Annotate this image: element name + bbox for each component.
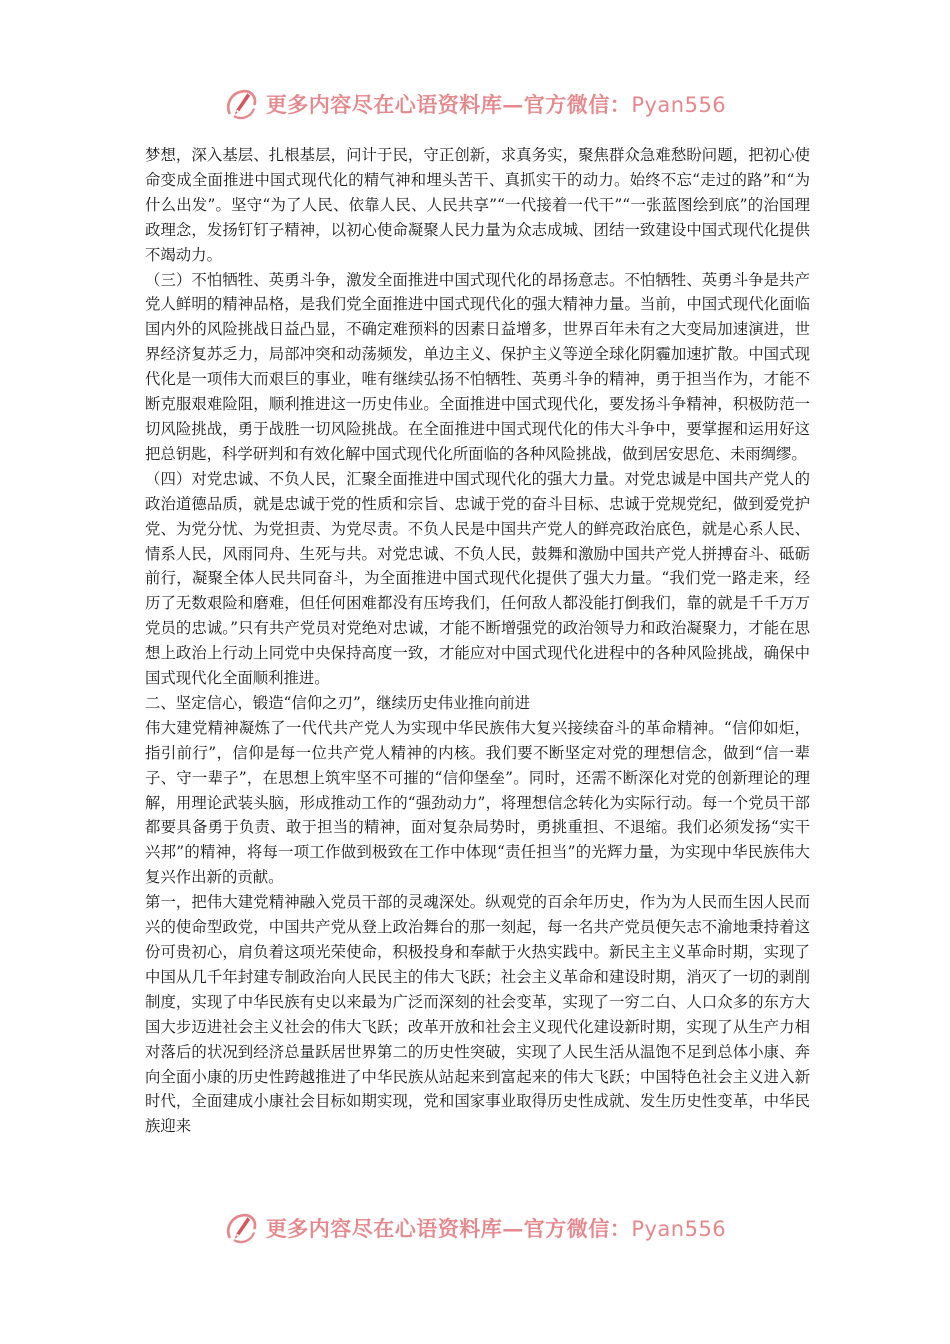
paragraph: 伟大建党精神凝炼了一代代共产党人为实现中华民族伟大复兴接续奋斗的革命精神。“信仰如炬，指引前行”，信仰是每一位共产党人精神的内核。我们要不断坚定对党的理想信念，做到“信一辈子、守一辈子”，在思想上筑牢坚不可摧的“信仰堡垒”。同时，还需不断深化对党的创新理论的理解，用理论武装头脑，形成推动工作的“强劲动力”，将理想信念转化为实际行动。每一个党员干部都要具备勇于负责、敢于担当的精神，面对复杂局势时，勇挑重担、不退缩。我们必须发扬“实干兴邦”的精神，将每一项工作做到极致在工作中体现“责任担当”的光辉力量，为实现中华民族伟大复兴作出新的贡献。 [145, 718, 810, 887]
paragraph: 梦想，深入基层、扎根基层，问计于民，守正创新，求真务实，聚焦群众急难愁盼问题，把初心使命变成全面推进中国式现代化的精气神和埋头苦干、真抓实干的动力。始终不忘“走过的路”和“为什么出发”。坚守“为了人民、依靠人民、人民共享”“一代接着一代干”“一张蓝图绘到底”的治国理政理念，发扬钉钉子精神，以初心使命凝聚人民力量为众志成城、团结一致建设中国式现代化提供不竭动力。 [145, 146, 810, 264]
section-heading: 二、坚定信心，锻造“信仰之刃”，继续历史伟业推向前进 [145, 693, 531, 712]
paragraph: （四）对党忠诚、不负人民，汇聚全面推进中国式现代化的强大力量。对党忠诚是中国共产党人的政治道德品质，就是忠诚于党的性质和宗旨、忠诚于党的奋斗目标、忠诚于党规党纪，做到爱党护党、为党分忧、为党担责、为党尽责。不负人民是中国共产党人的鲜亮政治底色，就是心系人民、情系人民，风雨同舟、生死与共。对党忠诚、不负人民，鼓舞和激励中国共产党人拼搏奋斗、砥砺前行，凝聚全体人民共同奋斗，为全面推进中国式现代化提供了强大力量。“我们党一路走来，经历了无数艰险和磨难，但任何困难都没有压垮我们，任何敌人都没能打倒我们，靠的就是千千万万党员的忠诚。”只有共产党员对党绝对忠诚，才能不断增强党的政治领导力和政治凝聚力，才能在思想上政治上行动上同党中央保持高度一致，才能应对中国式现代化进程中的各种风险挑战，确保中国式现代化全面顺利推进。 [145, 469, 810, 688]
wechat-handle: Pyan556 [631, 1217, 727, 1241]
banner-text [266, 1213, 726, 1243]
pen-nib-swirl-logo-icon [224, 86, 260, 122]
document-body [145, 143, 810, 1139]
banner-text [266, 89, 726, 119]
wechat-handle: Pyan556 [631, 93, 727, 117]
brand-text: 更多内容尽在心语资料库—官方微信： [265, 92, 632, 117]
page-header-banner [0, 82, 950, 126]
page-footer-banner [0, 1206, 950, 1250]
paragraph: （三）不怕牺牲、英勇斗争，激发全面推进中国式现代化的昂扬意志。不怕牺牲、英勇斗争是共产党人鲜明的精神品格，是我们党全面推进中国式现代化的强大精神力量。当前，中国式现代化面临国内外的风险挑战日益凸显，不确定难预料的因素日益增多，世界百年未有之大变局加速演进，世界经济复苏乏力，局部冲突和动荡频发，单边主义、保护主义等逆全球化阴霾加速扩散。中国式现代化是一项伟大而艰巨的事业，唯有继续弘扬不怕牺牲、英勇斗争的精神，勇于担当作为，才能不断克服艰难险阻，顺利推进这一历史伟业。全面推进中国式现代化，要发扬斗争精神，积极防范一切风险挑战，勇于战胜一切风险挑战。在全面推进中国式现代化的伟大斗争中，要掌握和运用好这把总钥匙，科学研判和有效化解中国式现代化所面临的各种风险挑战，做到居安思危、未雨绸缪。 [145, 270, 810, 463]
brand-text: 更多内容尽在心语资料库—官方微信： [265, 1216, 632, 1241]
pen-nib-swirl-logo-icon [224, 1210, 260, 1246]
paragraph: 第一，把伟大建党精神融入党员干部的灵魂深处。纵观党的百余年历史，作为为人民而生因人民而兴的使命型政党，中国共产党从登上政治舞台的那一刻起，每一名共产党员便矢志不渝地秉持着这份可贵初心，肩负着这项光荣使命，积极投身和奉献于火热实践中。新民主主义革命时期，实现了中国从几千年封建专制政治向人民民主的伟大飞跃；社会主义革命和建设时期，消灭了一切的剥削制度，实现了中华民族有史以来最为广泛而深刻的社会变革，实现了一穷二白、人口众多的东方大国大步迈进社会主义社会的伟大飞跃；改革开放和社会主义现代化建设新时期，实现了从生产力相对落后的状况到经济总量跃居世界第二的历史性突破，实现了人民生活从温饱不足到总体小康、奔向全面小康的历史性跨越推进了中华民族从站起来到富起来的伟大飞跃；中国特色社会主义进入新时代，全面建成小康社会目标如期实现，党和国家事业取得历史性成就、发生历史性变革，中华民族迎来 [145, 893, 810, 1136]
